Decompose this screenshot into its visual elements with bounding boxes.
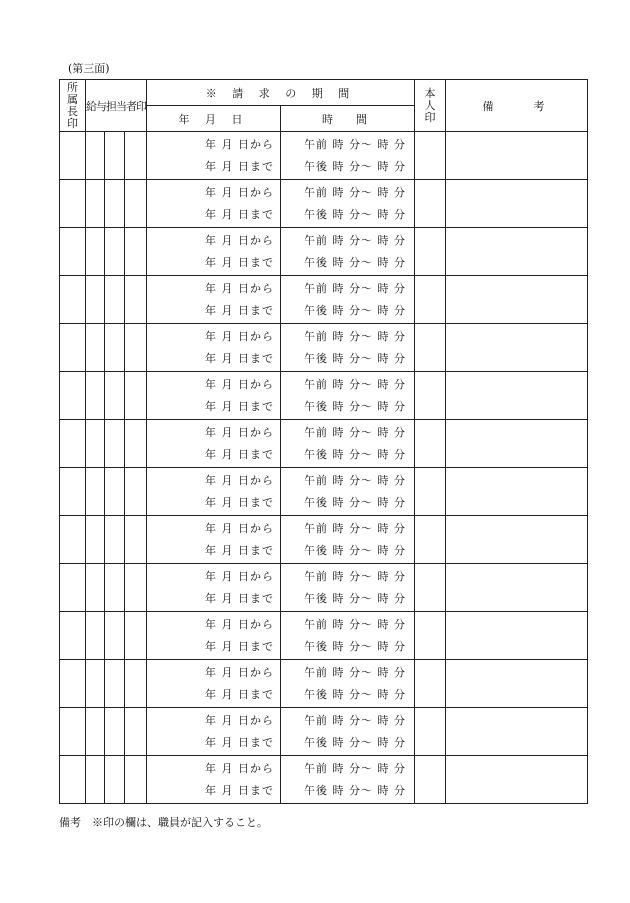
remarks-cell[interactable] [446,276,588,324]
manager-seal-cell-3[interactable] [124,228,146,276]
remarks-cell[interactable] [446,372,588,420]
manager-seal-cell-1[interactable] [86,372,105,420]
request-row [60,708,588,756]
dept-head-seal-cell[interactable] [60,516,86,564]
manager-seal-cell-2[interactable] [105,228,124,276]
period-date-cell[interactable] [147,180,281,228]
request-period-header: ※ 請 求 の 期 間 [147,80,415,106]
manager-seal-cell-2[interactable] [105,324,124,372]
date-column-header: 年 月 日 [147,106,281,132]
date-line: 年 月 日まで [205,207,274,221]
date-line: 年 月 日から [205,761,274,775]
dept-head-seal-cell[interactable] [60,324,86,372]
date-line: 年 月 日から [205,569,274,583]
period-date-cell[interactable] [147,228,281,276]
request-row [60,756,588,804]
manager-seal-cell-2[interactable] [105,708,124,756]
period-time-cell[interactable] [281,324,415,372]
self-seal-cell[interactable] [415,708,446,756]
manager-seal-cell-1[interactable] [86,708,105,756]
self-seal-cell[interactable] [415,420,446,468]
manager-seal-cell-2[interactable] [105,372,124,420]
self-seal-cell[interactable] [415,516,446,564]
period-date-cell[interactable] [147,516,281,564]
manager-seal-cell-3[interactable] [124,708,146,756]
date-line: 年 月 日から [205,185,274,199]
time-line: 午後 時 分～ 時 分 [304,783,406,797]
date-line: 年 月 日まで [205,495,274,509]
date-line: 年 月 日まで [205,687,274,701]
manager-seal-cell-3[interactable] [124,660,146,708]
time-line: 午後 時 分～ 時 分 [304,495,406,509]
dept-head-seal-cell[interactable] [60,228,86,276]
date-line: 年 月 日から [205,377,274,391]
manager-seal-cell-1[interactable] [86,564,105,612]
period-time-cell[interactable] [281,228,415,276]
date-line: 年 月 日まで [205,735,274,749]
self-seal-cell[interactable] [415,324,446,372]
period-date-cell[interactable] [147,612,281,660]
date-line: 年 月 日から [205,713,274,727]
self-seal-cell[interactable] [415,564,446,612]
request-row [60,180,588,228]
dept-head-seal-cell[interactable] [60,420,86,468]
request-row [60,612,588,660]
remarks-cell[interactable] [446,180,588,228]
date-line: 年 月 日から [205,617,274,631]
request-row [60,516,588,564]
remarks-cell[interactable] [446,756,588,804]
self-seal-cell[interactable] [415,468,446,516]
dept-head-seal-header: 所 属 長 印 [60,80,86,132]
period-date-cell[interactable] [147,468,281,516]
manager-seal-cell-2[interactable] [105,564,124,612]
date-line: 年 月 日まで [205,255,274,269]
dept-head-seal-cell[interactable] [60,276,86,324]
manager-seal-cell-1[interactable] [86,324,105,372]
dept-head-seal-cell[interactable] [60,612,86,660]
period-date-cell[interactable] [147,132,281,180]
time-line: 午前 時 分～ 時 分 [304,617,406,631]
period-time-cell[interactable] [281,276,415,324]
request-row [60,324,588,372]
manager-seal-cell-3[interactable] [124,564,146,612]
manager-seal-cell-1[interactable] [86,180,105,228]
manager-seal-cell-3[interactable] [124,756,146,804]
manager-seal-cell-2[interactable] [105,468,124,516]
date-line: 年 月 日まで [205,159,274,173]
manager-seal-cell-1[interactable] [86,132,105,180]
time-line: 午前 時 分～ 時 分 [304,425,406,439]
manager-seal-cell-3[interactable] [124,132,146,180]
manager-seal-cell-2[interactable] [105,180,124,228]
period-time-cell[interactable] [281,612,415,660]
manager-seal-cell-1[interactable] [86,276,105,324]
time-line: 午前 時 分～ 時 分 [304,137,406,151]
date-line: 年 月 日から [205,473,274,487]
time-line: 午前 時 分～ 時 分 [304,281,406,295]
time-line: 午後 時 分～ 時 分 [304,447,406,461]
time-line: 午後 時 分～ 時 分 [304,543,406,557]
request-row [60,132,588,180]
dept-head-seal-cell[interactable] [60,180,86,228]
manager-seal-cell-1[interactable] [86,468,105,516]
remarks-cell[interactable] [446,516,588,564]
self-seal-cell[interactable] [415,132,446,180]
manager-seal-cell-2[interactable] [105,276,124,324]
footnote: 備考 ※印の欄は、職員が記入すること。 [59,816,268,829]
time-line: 午前 時 分～ 時 分 [304,665,406,679]
time-line: 午前 時 分～ 時 分 [304,713,406,727]
period-date-cell[interactable] [147,372,281,420]
self-seal-cell[interactable] [415,612,446,660]
manager-seal-cell-2[interactable] [105,132,124,180]
self-seal-cell[interactable] [415,180,446,228]
manager-seal-cell-3[interactable] [124,516,146,564]
period-date-cell[interactable] [147,420,281,468]
period-time-cell[interactable] [281,372,415,420]
date-line: 年 月 日から [205,329,274,343]
manager-seal-cell-1[interactable] [86,756,105,804]
period-time-cell[interactable] [281,180,415,228]
manager-seal-cell-2[interactable] [105,516,124,564]
remarks-header: 備 考 [446,80,588,132]
request-row [60,276,588,324]
manager-seal-cell-1[interactable] [86,228,105,276]
dept-head-seal-cell[interactable] [60,564,86,612]
manager-seal-cell-3[interactable] [124,468,146,516]
time-line: 午前 時 分～ 時 分 [304,569,406,583]
time-line: 午後 時 分～ 時 分 [304,687,406,701]
self-seal-cell[interactable] [415,276,446,324]
period-date-cell[interactable] [147,324,281,372]
manager-seal-cell-2[interactable] [105,420,124,468]
manager-seal-cell-3[interactable] [124,420,146,468]
self-seal-cell[interactable] [415,228,446,276]
period-date-cell[interactable] [147,276,281,324]
time-line: 午前 時 分～ 時 分 [304,185,406,199]
date-line: 年 月 日まで [205,591,274,605]
dept-head-seal-cell[interactable] [60,132,86,180]
dept-head-seal-cell[interactable] [60,756,86,804]
date-line: 年 月 日から [205,281,274,295]
date-line: 年 月 日から [205,665,274,679]
time-line: 午前 時 分～ 時 分 [304,521,406,535]
time-line: 午後 時 分～ 時 分 [304,735,406,749]
period-date-cell[interactable] [147,756,281,804]
dept-head-seal-cell[interactable] [60,468,86,516]
time-line: 午後 時 分～ 時 分 [304,255,406,269]
remarks-cell[interactable] [446,660,588,708]
date-line: 年 月 日まで [205,543,274,557]
manager-seal-cell-3[interactable] [124,276,146,324]
manager-seal-cell-1[interactable] [86,612,105,660]
manager-seal-cell-1[interactable] [86,420,105,468]
date-line: 年 月 日まで [205,399,274,413]
manager-seal-cell-2[interactable] [105,756,124,804]
manager-seal-cell-3[interactable] [124,180,146,228]
period-time-cell[interactable] [281,708,415,756]
self-seal-cell[interactable] [415,660,446,708]
date-line: 年 月 日まで [205,639,274,653]
date-line: 年 月 日から [205,233,274,247]
request-row [60,660,588,708]
period-time-cell[interactable] [281,660,415,708]
self-seal-cell[interactable] [415,372,446,420]
remarks-cell[interactable] [446,708,588,756]
date-line: 年 月 日まで [205,351,274,365]
time-line: 午後 時 分～ 時 分 [304,207,406,221]
time-line: 午後 時 分～ 時 分 [304,639,406,653]
request-row [60,372,588,420]
time-line: 午後 時 分～ 時 分 [304,303,406,317]
request-row [60,228,588,276]
time-line: 午前 時 分～ 時 分 [304,329,406,343]
period-time-cell[interactable] [281,132,415,180]
period-time-cell[interactable] [281,420,415,468]
remarks-cell[interactable] [446,468,588,516]
period-date-cell[interactable] [147,708,281,756]
dept-head-seal-cell[interactable] [60,660,86,708]
manager-seal-cell-3[interactable] [124,612,146,660]
dept-head-seal-cell[interactable] [60,708,86,756]
time-line: 午前 時 分～ 時 分 [304,377,406,391]
self-seal-header: 本 人 印 [415,80,446,132]
request-row [60,468,588,516]
time-line: 午後 時 分～ 時 分 [304,591,406,605]
remarks-cell[interactable] [446,564,588,612]
date-line: 年 月 日まで [205,783,274,797]
time-column-header: 時 間 [281,106,415,132]
time-line: 午前 時 分～ 時 分 [304,473,406,487]
time-line: 午後 時 分～ 時 分 [304,399,406,413]
period-date-cell[interactable] [147,660,281,708]
date-line: 年 月 日から [205,425,274,439]
request-row [60,564,588,612]
manager-seal-header: 給与担当者印 [86,80,147,132]
date-line: 年 月 日まで [205,303,274,317]
period-date-cell[interactable] [147,564,281,612]
time-line: 午後 時 分～ 時 分 [304,351,406,365]
dept-head-seal-cell[interactable] [60,372,86,420]
manager-seal-cell-2[interactable] [105,612,124,660]
manager-seal-cell-3[interactable] [124,324,146,372]
remarks-cell[interactable] [446,324,588,372]
remarks-cell[interactable] [446,612,588,660]
period-time-cell[interactable] [281,516,415,564]
manager-seal-cell-1[interactable] [86,660,105,708]
manager-seal-cell-2[interactable] [105,660,124,708]
remarks-cell[interactable] [446,228,588,276]
manager-seal-cell-3[interactable] [124,372,146,420]
time-line: 午後 時 分～ 時 分 [304,159,406,173]
page-label: (第三面) [68,62,110,75]
remarks-cell[interactable] [446,132,588,180]
time-line: 午前 時 分～ 時 分 [304,761,406,775]
self-seal-cell[interactable] [415,756,446,804]
request-row [60,420,588,468]
date-line: 年 月 日まで [205,447,274,461]
period-time-cell[interactable] [281,756,415,804]
period-time-cell[interactable] [281,564,415,612]
request-form-table [59,79,588,804]
period-time-cell[interactable] [281,468,415,516]
time-line: 午前 時 分～ 時 分 [304,233,406,247]
date-line: 年 月 日から [205,521,274,535]
manager-seal-cell-1[interactable] [86,516,105,564]
date-line: 年 月 日から [205,137,274,151]
remarks-cell[interactable] [446,420,588,468]
